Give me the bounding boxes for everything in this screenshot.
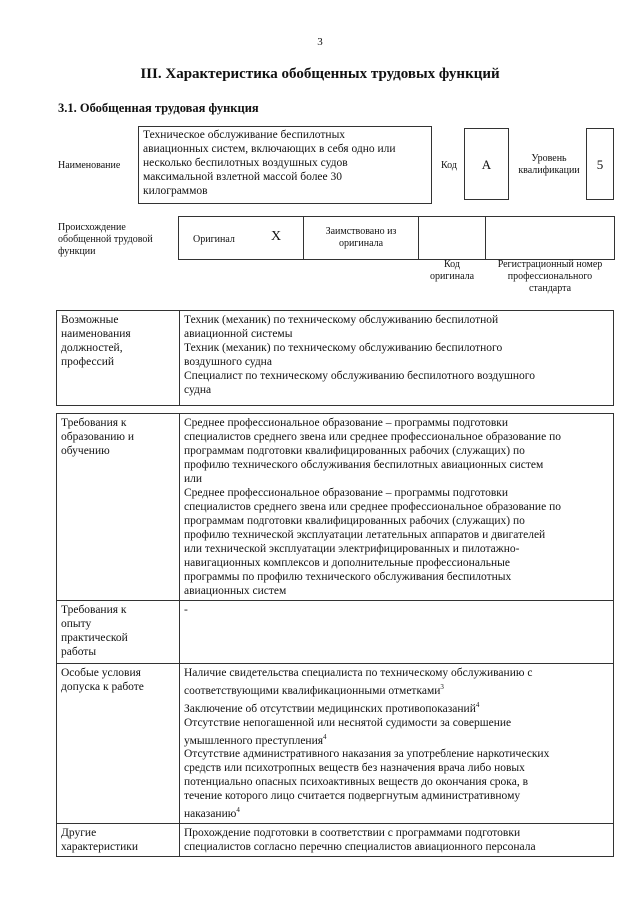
level-value: 5	[586, 128, 614, 200]
footnote-mark: 4	[236, 806, 240, 815]
registration-number-cell	[485, 216, 615, 260]
positions-value: Техник (механик) по техническому обслуживанию беспилотной авиационной системы Техник (механик) по техническому обслуживанию беспилотного воздушного судна Специалист по техническому обслуживанию беспилотного воздушного судна	[180, 311, 614, 406]
admission-key: Особые условия допуска к работе	[57, 664, 180, 824]
positions-table	[56, 310, 614, 406]
function-name-line: максимальной взлетной массой более 30	[143, 171, 343, 183]
code-value: A	[464, 128, 509, 200]
other-value: Прохождение подготовки в соответствии с программами подготовки специалистов согласно перечню специалистов авиационного персонала	[180, 824, 614, 857]
function-name-box	[138, 126, 432, 204]
function-name-line: Техническое обслуживание беспилотных	[143, 129, 346, 141]
table-row	[57, 824, 614, 857]
education-key: Требования к образованию и обучению	[57, 414, 180, 601]
other-key: Другие характеристики	[57, 824, 180, 857]
table-row	[57, 664, 614, 824]
table-row	[57, 414, 614, 601]
original-label: Оригинал	[193, 234, 235, 245]
code-label: Код	[441, 160, 457, 171]
registration-number-caption: Регистрационный номер профессионального стандарта	[497, 259, 603, 294]
function-name-line: килограммов	[143, 185, 208, 197]
original-code-cell	[418, 216, 486, 260]
footnote-mark: 4	[323, 732, 327, 741]
function-name-line: авиационных систем, включающих в себя одно или	[143, 143, 396, 155]
section-title: III. Характеристика обобщенных трудовых функций	[140, 66, 500, 82]
requirements-table	[56, 413, 614, 857]
origin-label: Происхождение обобщенной трудовой функции	[58, 222, 153, 257]
level-label: Уровень квалификации	[518, 153, 580, 176]
table-row	[57, 311, 614, 406]
experience-key: Требования к опыту практической работы	[57, 601, 180, 664]
original-cell	[178, 216, 304, 260]
page-number: 3	[317, 36, 323, 48]
original-mark: X	[271, 229, 282, 244]
footnote-mark: 3	[440, 683, 444, 691]
table-row	[57, 601, 614, 664]
name-label: Наименование	[58, 160, 121, 171]
experience-value: -	[180, 601, 614, 664]
function-name-line: несколько беспилотных воздушных судов	[143, 157, 348, 169]
original-code-caption: Код оригинала	[429, 259, 475, 282]
positions-key: Возможные наименования должностей, профессий	[57, 311, 180, 406]
education-value: Среднее профессиональное образование – программы подготовки специалистов среднего звена или среднее профессиональное образование по программам подготовки квалифицированных рабочих (служащих) по профилю технического обслуживания беспилотных авиационных систем или Среднее профессиональное образование – программы подготовки специалистов среднего звена или среднее профессиональное образование по программам подготовки квалифицированных рабочих (служащих) по профилю технической эксплуатации летательных аппаратов и двигателей или технической эксплуатации электрифицированных и пилотажно- навигационных комплексов и дополнительные профессиональные программы по профилю технического обслуживания беспилотных авиационных систем	[180, 414, 614, 601]
admission-value: Наличие свидетельства специалиста по техническому обслуживанию с соответствующими квалификационными отметками$^3$ Заключение об отсутствии медицинских противопоказаний$^4$ Отсутствие непогашенной или неснятой судимости за совершение умышленного преступления$^4$ Отсутствие административного наказания за употребление наркотических средств или психотропных веществ без назначения врача либо новых потенциально опасных психоактивных веществ до окончания срока, в течение которого лицо считается подвергнутым административному наказанию$^4$	[180, 664, 614, 824]
borrowed-cell: Заимствовано из оригинала	[303, 216, 419, 260]
footnote-mark: 4	[475, 700, 480, 709]
subsection-title: 3.1. Обобщенная трудовая функция	[58, 101, 259, 115]
